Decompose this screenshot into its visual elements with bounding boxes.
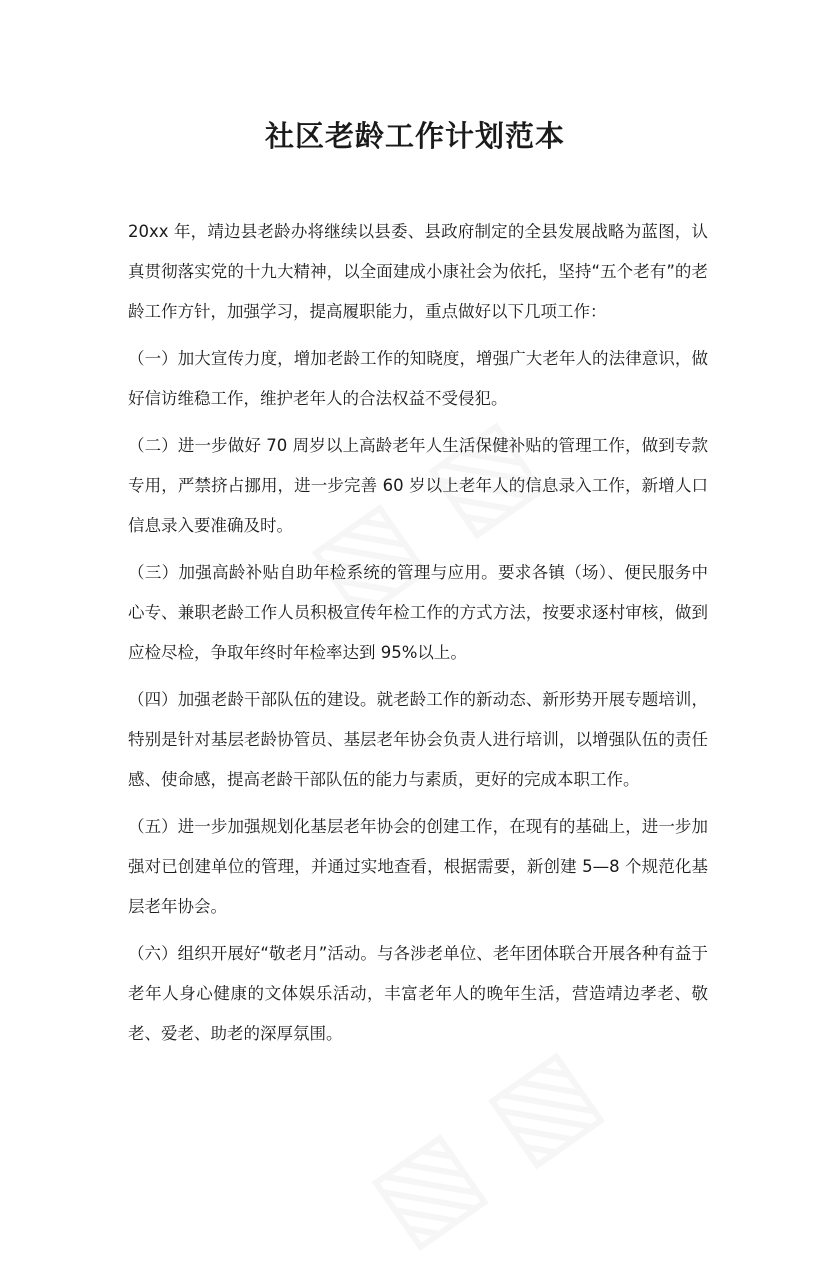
item-paragraph-6: （六）组织开展好“敬老月”活动。与各涉老单位、老年团体联合开展各种有益于老年人身心健康的文体娱乐活动，丰富老年人的晚年生活，营造靖边孝老、敬老、爱老、助老的深厚氛围。 xyxy=(128,944,708,1043)
item-paragraph-5: （五）进一步加强规划化基层老年协会的创建工作，在现有的基础上，进一步加强对已创建单位的管理，并通过实地查看，根据需要，新创建 5—8 个规范化基层老年协会。 xyxy=(128,817,708,916)
item-paragraph-4: （四）加强老龄干部队伍的建设。就老龄工作的新动态、新形势开展专题培训，特别是针对基层老龄协管员、基层老年协会负责人进行培训，以增强队伍的责任感、使命感，提高老龄干部队伍的能力与素质，更好的完成本职工作。 xyxy=(128,690,708,789)
item-paragraph-2: （二）进一步做好 70 周岁以上高龄老年人生活保健补贴的管理工作，做到专款专用，严禁挤占挪用，进一步完善 60 岁以上老年人的信息录入工作，新增人口信息录入要准确及时。 xyxy=(128,436,708,535)
document-title: 社区老龄工作计划范本 xyxy=(264,119,565,153)
item-paragraph-3: （三）加强高龄补贴自助年检系统的管理与应用。要求各镇（场）、便民服务中心专、兼职老龄工作人员积极宣传年检工作的方式方法，按要求逐村审核，做到应检尽检，争取年终时年检率达到 95%以上。 xyxy=(128,563,708,662)
intro-paragraph: 20xx 年，靖边县老龄办将继续以县委、县政府制定的全县发展战略为蓝图，认真贯彻落实党的十九大精神，以全面建成小康社会为依托，坚持“五个老有”的老龄工作方针，加强学习，提高履职能力，重点做好以下几项工作： xyxy=(128,222,708,321)
item-paragraph-1: （一）加大宣传力度，增加老龄工作的知晓度，增强广大老年人的法律意识，做好信访维稳工作，维护老年人的合法权益不受侵犯。 xyxy=(128,349,708,408)
document-body xyxy=(128,212,708,1061)
